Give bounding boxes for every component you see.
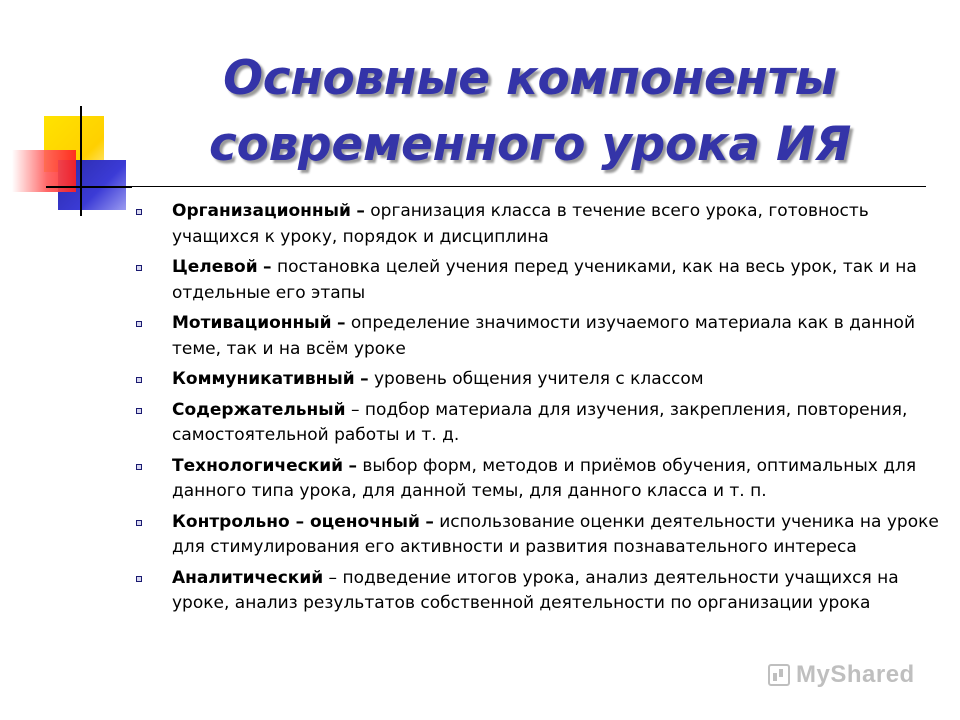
item-dash: – <box>336 313 346 333</box>
list-item-communicative <box>132 367 940 393</box>
item-text: постановка целей учения перед учениками, как на весь урок, так и на отдельные его этапы <box>172 257 917 303</box>
square-bullet-icon <box>136 321 142 327</box>
title-line-1: Основные компоненты <box>223 51 837 106</box>
square-bullet-icon <box>136 209 142 215</box>
item-dash: – <box>328 567 338 588</box>
square-bullet-icon <box>136 576 142 582</box>
square-bullet-icon <box>136 520 142 526</box>
list-item-technological <box>132 454 940 505</box>
item-text: уровень общения учителя с классом <box>368 369 704 389</box>
item-term: Содержательный <box>172 399 346 420</box>
square-bullet-icon <box>136 408 142 414</box>
item-term: Аналитический <box>172 567 324 588</box>
square-bullet-icon <box>136 265 142 271</box>
title-divider <box>86 186 926 187</box>
item-term: Организационный <box>172 201 351 221</box>
list-item-content <box>132 398 940 449</box>
list-item-analytical <box>132 566 940 617</box>
item-text: использование оценки деятельности ученика на уроке для стимулирования его активности и развития познавательного интереса <box>172 511 939 557</box>
chart-icon <box>768 664 790 686</box>
item-text: подбор материала для изучения, закрепления, повторения, самостоятельной работы и т. д. <box>172 399 908 445</box>
item-term: Мотивационный <box>172 313 332 333</box>
item-dash: – <box>356 201 365 221</box>
component-list <box>132 199 940 622</box>
item-dash: – <box>425 511 434 532</box>
item-text: выбор форм, методов и приёмов обучения, оптимальных для данного типа урока, для данной темы, для данного класса и т. п. <box>172 455 917 501</box>
item-term: Коммуникативный <box>172 369 355 389</box>
vertical-line <box>80 106 82 216</box>
list-item-organizational <box>132 199 940 250</box>
item-term: Контрольно – оценочный <box>172 511 420 532</box>
watermark-text: MyShared <box>796 661 915 688</box>
item-dash: – <box>351 399 360 420</box>
square-bullet-icon <box>136 464 142 470</box>
item-text: определение значимости изучаемого материала как в данной теме, так и на всём уроке <box>172 313 916 359</box>
list-item-motivational <box>132 311 940 362</box>
item-text: организация класса в течение всего урока, готовность учащихся к уроку, порядок и дисциплина <box>172 201 869 247</box>
watermark <box>768 660 938 690</box>
item-dash: – <box>263 257 272 277</box>
item-term: Технологический <box>172 455 344 476</box>
slide-title <box>100 46 960 178</box>
list-item-target <box>132 255 940 306</box>
item-text: подведение итогов урока, анализ деятельности учащихся на уроке, анализ результатов собственной деятельности по организации урока <box>172 567 899 613</box>
item-term: Целевой <box>172 257 258 277</box>
item-dash: – <box>360 369 369 389</box>
title-line-2: современного урока ИЯ <box>209 117 851 172</box>
list-item-control-evaluative <box>132 510 940 561</box>
item-dash: – <box>348 455 357 476</box>
square-bullet-icon <box>136 377 142 383</box>
